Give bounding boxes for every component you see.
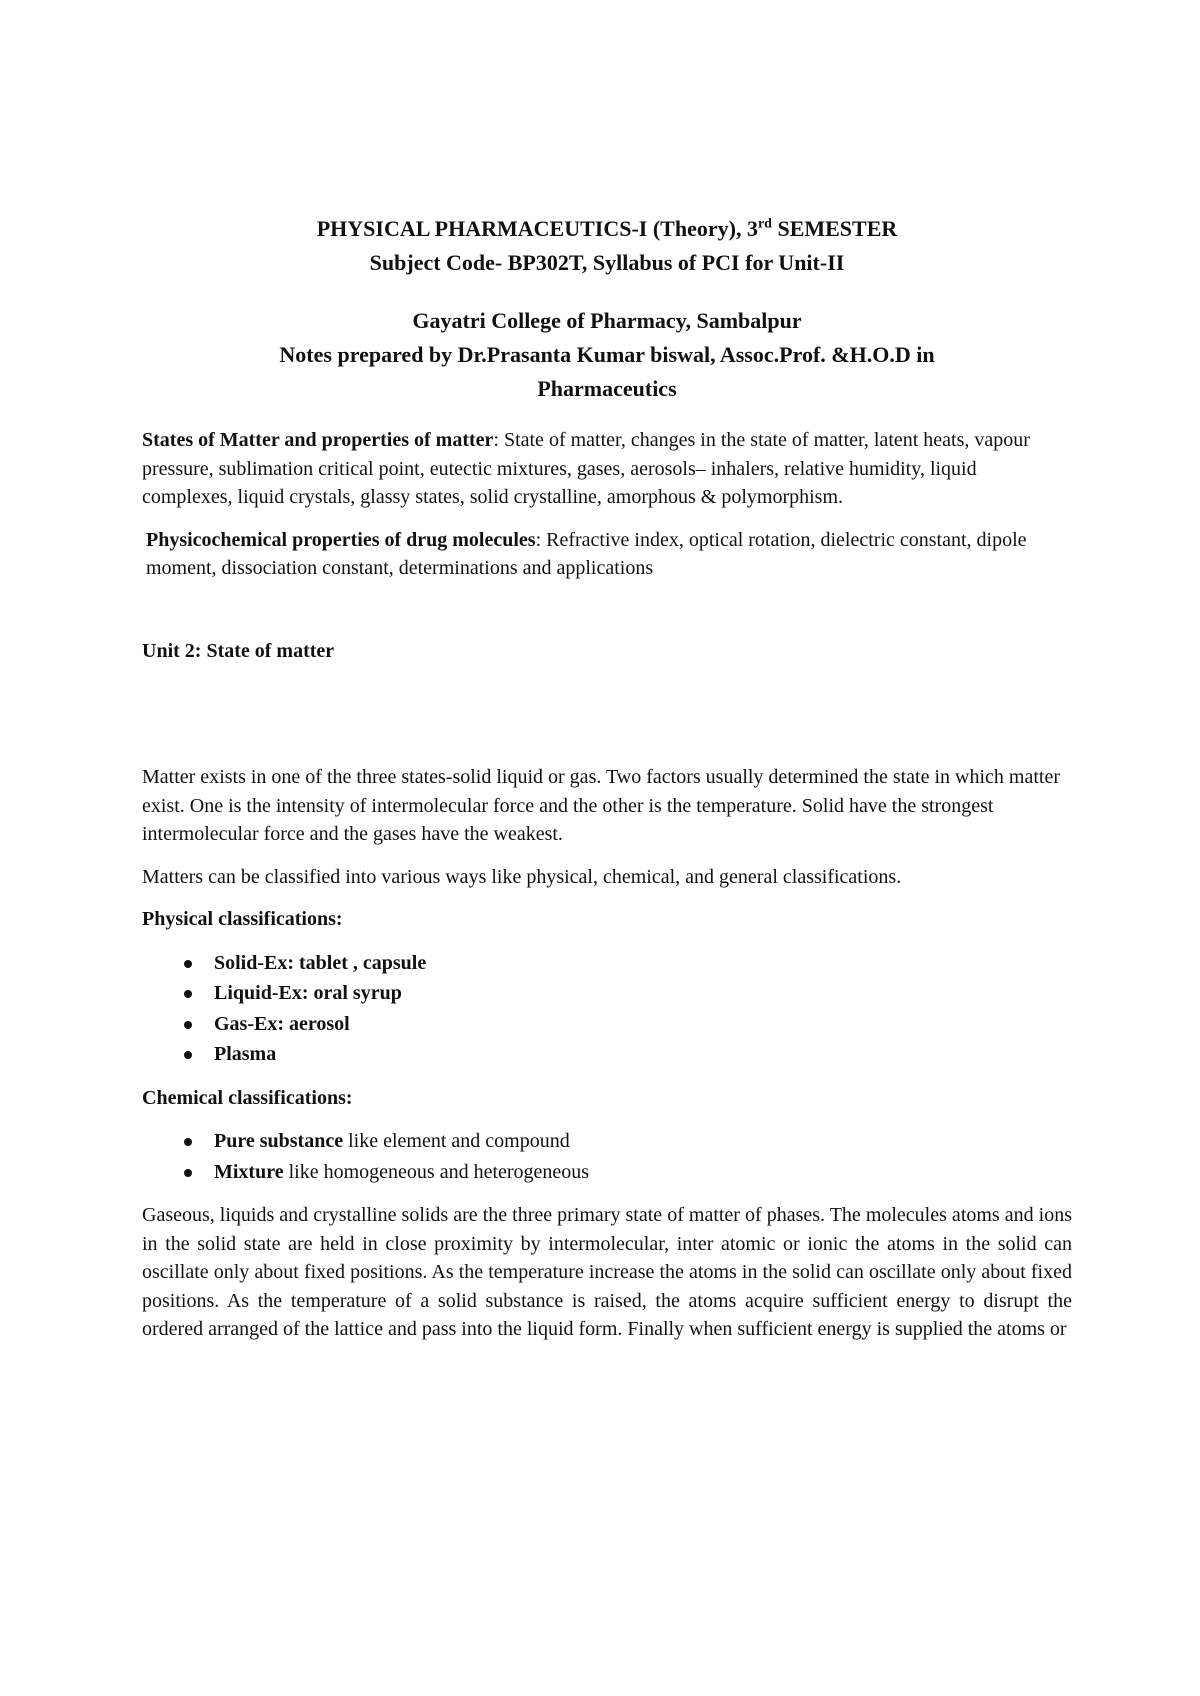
list-item	[142, 1039, 1072, 1070]
author-line: Notes prepared by Dr.Prasanta Kumar biswal, Assoc.Prof. &H.O.D in	[279, 342, 935, 367]
syllabus-physicochemical-paragraph	[142, 526, 1072, 583]
bullet-icon	[184, 1051, 192, 1059]
list-item	[142, 948, 1072, 979]
syllabus-states-paragraph	[142, 426, 1072, 512]
list-item	[142, 978, 1072, 1009]
course-title-main: PHYSICAL PHARMACEUTICS-I (Theory), 3	[316, 216, 758, 241]
page-content	[142, 212, 1072, 1358]
syllabus-states-label: States of Matter and properties of matter	[142, 429, 494, 451]
list-item-text: like homogeneous and heterogeneous	[283, 1160, 590, 1183]
chemical-classifications-heading: Chemical classifications:	[142, 1086, 353, 1109]
bullet-icon	[184, 960, 192, 968]
course-title-suffix: SEMESTER	[771, 216, 898, 241]
intro-paragraph: Matter exists in one of the three states-solid liquid or gas. Two factors usually determined the state in which matter exist. One is the intensity of intermolecular force and the other is the temperature. Solid have the strongest intermolecular force and the gases have the weakest.	[142, 766, 1060, 845]
bullet-icon	[184, 990, 192, 998]
bullet-icon	[184, 1169, 192, 1177]
list-item	[142, 1157, 1072, 1188]
list-item-bold: Pure substance	[214, 1130, 344, 1152]
list-item-bold: Mixture	[214, 1160, 284, 1183]
author-department: Pharmaceutics	[537, 376, 677, 401]
unit-heading: Unit 2: State of matter	[142, 639, 335, 662]
list-item	[142, 1009, 1072, 1040]
states-of-matter-paragraph: Gaseous, liquids and crystalline solids are the three primary state of matter of phases. The molecules atoms and ions in the solid state are held in close proximity by intermolecular, inter atomic or ionic the atoms in the solid can oscillate only about fixed positions. As the temperature increase the atoms in the solid can oscillate only about fixed positions. As the temperature of a solid substance is raised, the atoms acquire sufficient energy to disrupt the ordered arranged of the lattice and pass into the liquid form. Finally when sufficient energy is supplied the atoms or	[142, 1204, 1072, 1340]
list-item-text: Liquid-Ex: oral syrup	[214, 982, 402, 1004]
syllabus-physicochemical-label: Physicochemical properties of drug molecules	[146, 528, 536, 551]
bullet-icon	[184, 1021, 192, 1029]
list-item	[142, 1126, 1072, 1157]
college-name: Gayatri College of Pharmacy, Sambalpur	[412, 308, 802, 333]
physical-classifications-list	[142, 948, 1072, 1070]
physical-classifications-heading: Physical classifications:	[142, 908, 343, 930]
list-item-text: Gas-Ex: aerosol	[214, 1012, 350, 1035]
course-title	[142, 212, 1072, 246]
list-item-text: Plasma	[214, 1043, 277, 1065]
list-item-text: Solid-Ex: tablet , capsule	[214, 951, 427, 974]
list-item-text: like element and compound	[343, 1130, 570, 1152]
bullet-icon	[184, 1138, 192, 1146]
syllabus-states-text: : State of matter, changes in the state of matter, latent heats, vapour pressure, sublimation critical point, eutectic mixtures, gases, aerosols– inhalers, relative humidity, liquid complexes, liquid crystals, glassy states, solid crystalline, amorphous & polymorphism.	[142, 429, 1030, 508]
chemical-classifications-list	[142, 1126, 1072, 1187]
subject-code: Subject Code- BP302T, Syllabus of PCI for Unit-II	[369, 250, 845, 275]
syllabus-physicochemical-text: : Refractive index, optical rotation, dielectric constant, dipole moment, dissociation constant, determinations and applications	[146, 528, 1027, 579]
course-title-superscript: rd	[757, 216, 772, 232]
classification-paragraph: Matters can be classified into various ways like physical, chemical, and general classifications.	[142, 865, 902, 888]
title-block	[142, 212, 1072, 406]
